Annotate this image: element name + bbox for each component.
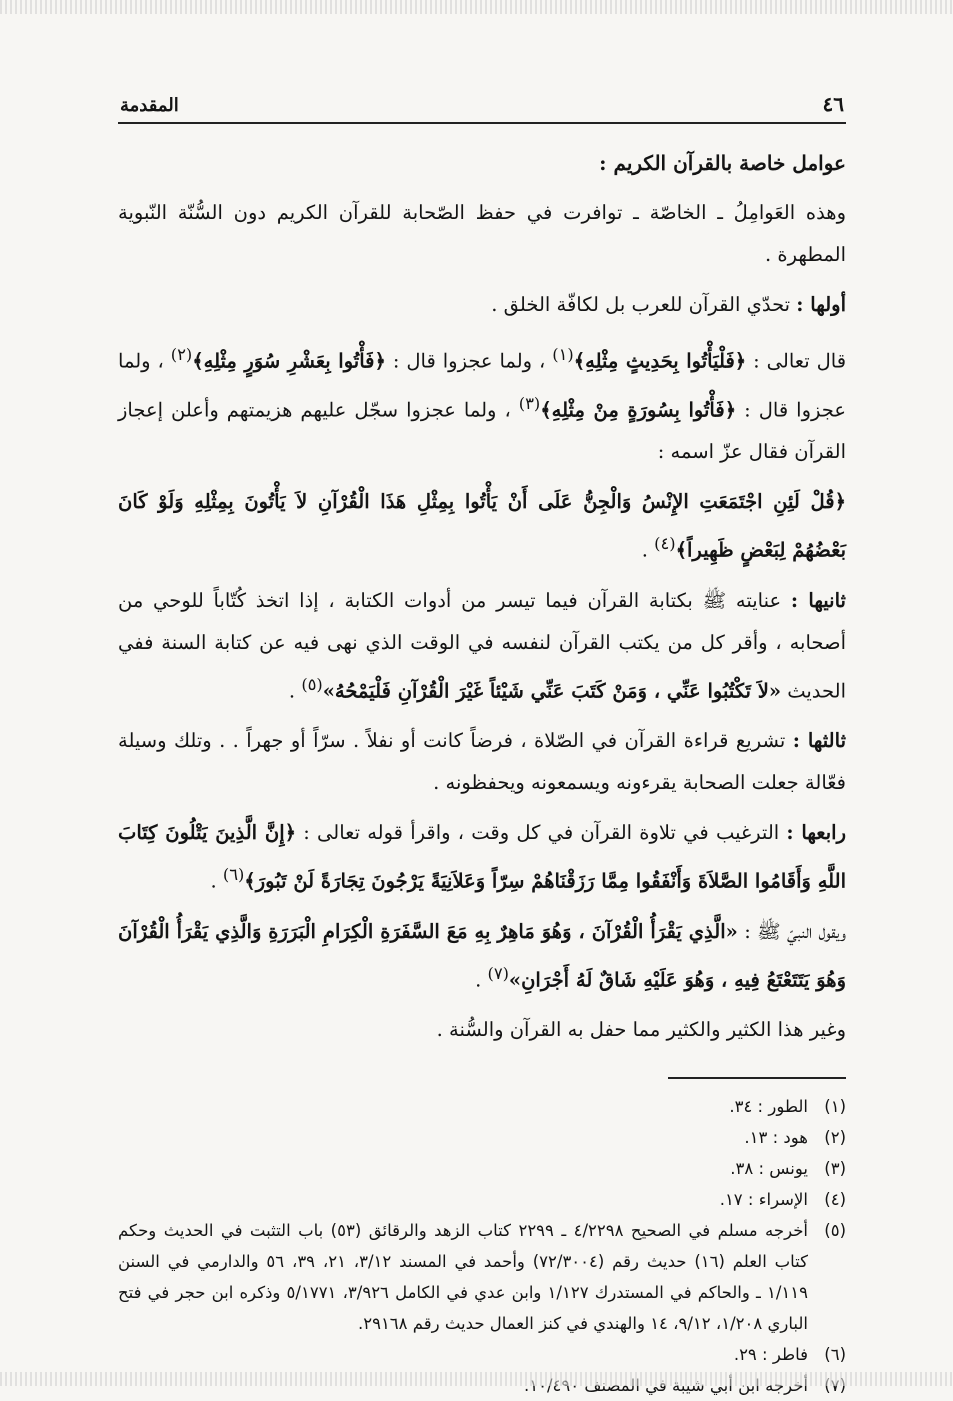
paragraph-second bbox=[118, 580, 846, 713]
footnote-text: هود : ١٣. bbox=[744, 1128, 808, 1147]
closing-paragraph: وغير هذا الكثير والكثير مما حفل به القرآن والسُّنة . bbox=[436, 1018, 846, 1041]
running-title: المقدمة bbox=[120, 95, 179, 116]
footnote-ref-4: (٤) bbox=[654, 534, 676, 553]
footnote-ref-6: (٦) bbox=[222, 865, 245, 884]
page-number: ٤٦ bbox=[822, 92, 844, 116]
verse-5: ﴿إِنَّ الَّذِينَ يَتْلُونَ كِتَابَ اللَّهِ وَأَقَامُوا الصَّلاَةَ وَأَنْفَقُوا مِمَّا رَزَقْنَاهُمْ سِرّاً وَعَلاَنِيَةً يَرْجُونَ تِجَارَةً لَنْ تَبُورَ﴾ bbox=[118, 821, 846, 893]
lead-second: ثانيها : bbox=[790, 588, 846, 612]
scan-edge-top bbox=[0, 0, 953, 14]
verse-1: ﴿فَلْيَأْتُوا بِحَدِيثٍ مِثْلِهِ﴾ bbox=[573, 349, 747, 373]
footnote-item bbox=[118, 1091, 846, 1122]
book-page bbox=[118, 80, 846, 1401]
footnote-ref-2: (٢) bbox=[170, 345, 193, 364]
text-prophet: ويقول النبيّ ﷺ : bbox=[744, 919, 846, 943]
text-first: تحدّي القرآن للعرب بل لكافّة الخلق . bbox=[491, 293, 791, 316]
challenge-text-2: ، ولما عجزوا قال : bbox=[392, 349, 546, 373]
paragraph-third bbox=[118, 720, 846, 804]
hadith-2: «الَّذِي يَقْرَأُ الْقُرْآنَ ، وَهُوَ مَاهِرٌ بِهِ مَعَ السَّفَرَةِ الْكِرَامِ الْبَرَرَةِ وَالَّذِي يَقْرَأُ الْقُرْآنَ وَهُوَ يَتَتَعْتَعُ فِيهِ ، وَهُوَ عَلَيْهِ شَاقٌ لَهُ أَجْرَانِ» bbox=[118, 919, 846, 991]
section-heading: عوامل خاصة بالقرآن الكريم : bbox=[599, 151, 846, 175]
footnote-item bbox=[118, 1184, 846, 1215]
footnote-item bbox=[118, 1215, 846, 1339]
paragraph-challenge bbox=[118, 334, 846, 473]
footnote-ref-1: (١) bbox=[552, 345, 574, 364]
paragraph-fourth bbox=[118, 812, 846, 903]
paragraph-big-verse bbox=[118, 481, 846, 572]
text-second: عنايته ﷺ بكتابة القرآن فيما تيسر من أدوات الكتابة ، إذا اتخذ كُتّاباً للوحي من أصحابه ، وأقر كل من يكتب القرآن لنفسه في الوقت الذي نهى فيه عن كتابة السنة ففي الحديث bbox=[118, 588, 846, 702]
lead-third: ثالثها : bbox=[792, 729, 846, 752]
intro-paragraph: وهذه العَوامِلُ ـ الخاصّة ـ توافرت في حفظ الصّحابة للقرآن الكريم دون السُّنّة النّبوية المطهرة . bbox=[118, 201, 846, 266]
main-text bbox=[118, 142, 846, 1051]
footnote-item bbox=[118, 1153, 846, 1184]
challenge-text-1: قال تعالى : bbox=[753, 349, 847, 373]
footnote-ref-3: (٣) bbox=[518, 393, 541, 413]
footnote-separator bbox=[668, 1077, 846, 1079]
verse-3: ﴿فَأْتُوا بِسُورَةٍ مِنْ مِثْلِهِ﴾ bbox=[540, 398, 737, 421]
footnote-number: (٦) bbox=[824, 1345, 846, 1364]
footnote-number: (٢) bbox=[824, 1128, 846, 1147]
footnotes bbox=[118, 1091, 846, 1401]
footnote-text: يونس : ٣٨. bbox=[730, 1159, 808, 1178]
challenge-text-3: ، ولما عجزوا قال : bbox=[118, 349, 846, 421]
page-header bbox=[118, 80, 846, 124]
footnote-ref-5: (٥) bbox=[301, 674, 323, 694]
paragraph-prophet bbox=[118, 911, 846, 1002]
footnote-text: الإسراء : ١٧. bbox=[719, 1190, 808, 1209]
paragraph-first bbox=[118, 284, 846, 326]
verse-4-end: . bbox=[641, 538, 655, 562]
text-third: تشريع قراءة القرآن في الصّلاة ، فرضاً كانت أو نفلاً . سرّاً أو جهراً . . وتلك وسيلة فعّالة جعلت الصحابة يقرءونه ويسمعونه ويحفظونه . bbox=[118, 729, 846, 794]
second-end: . bbox=[288, 679, 302, 702]
footnote-number: (٣) bbox=[824, 1159, 846, 1178]
lead-fourth: رابعها : bbox=[786, 821, 846, 844]
challenge-text-4: ، ولما عجزوا سجّل عليهم هزيمتهم وأعلن إعجاز القرآن فقال عزّ اسمه : bbox=[118, 398, 846, 463]
footnote-text: فاطر : ٢٩. bbox=[733, 1345, 808, 1364]
footnote-text: أخرجه مسلم في الصحيح ٤/٢٢٩٨ ـ ٢٢٩٩ كتاب الزهد والرقائق (٥٣) باب التثبت في الحديث وحكم كتاب العلم (١٦) حديث رقم (٧٢/٣٠٠٤) وأحمد في المسند ٣/١٢، ٢١، ٣٩، ٥٦ والدارمي في السنن ١/١١٩ ـ والحاكم في المستدرك ١/١٢٧ وابن عدي في الكامل ٣/٩٢٦، ٥/١٧٧١ وذكره ابن حجر في فتح الباري ١/٢٠٨، ٩/١٢، ١٤ والهندي في كنز العمال حديث رقم ٢٩١٦٨. bbox=[118, 1221, 809, 1333]
hadith-1: «لاَ تَكْتُبُوا عَنِّي ، وَمَنْ كَتَبَ عَنِّي شَيْئاً غَيْرَ الْقُرْآنِ فَلْيَمْحُهُ» bbox=[322, 679, 782, 702]
footnote-number: (٥) bbox=[824, 1221, 846, 1240]
verse-4: ﴿قُلْ لَئِنِ اجْتَمَعَتِ الإِنْسُ وَالْجِنُّ عَلَى أَنْ يَأْتُوا بِمِثْلِ هَذَا الْقُرْآنِ لاَ يَأْتُونَ بِمِثْلِهِ وَلَوْ كَانَ بَعْضُهُمْ لِبَعْضٍ ظَهِيراً﴾ bbox=[118, 490, 846, 562]
footnote-ref-7: (٧) bbox=[487, 963, 509, 983]
lead-first: أولها : bbox=[796, 293, 846, 316]
verse-2: ﴿فَأْتُوا بِعَشْرِ سُوَرٍ مِثْلِهِ﴾ bbox=[192, 349, 386, 373]
footnote-number: (٤) bbox=[824, 1190, 846, 1209]
footnote-item bbox=[118, 1339, 846, 1370]
prophet-end: . bbox=[475, 968, 488, 991]
footnote-text: الطور : ٣٤. bbox=[729, 1097, 808, 1116]
footnote-number: (١) bbox=[824, 1097, 846, 1116]
footnote-item bbox=[118, 1122, 846, 1153]
scan-edge-bottom bbox=[0, 1372, 953, 1386]
fourth-end: . bbox=[210, 869, 223, 893]
text-fourth: الترغيب في تلاوة القرآن في كل وقت ، واقرأ قوله تعالى : bbox=[303, 821, 780, 844]
